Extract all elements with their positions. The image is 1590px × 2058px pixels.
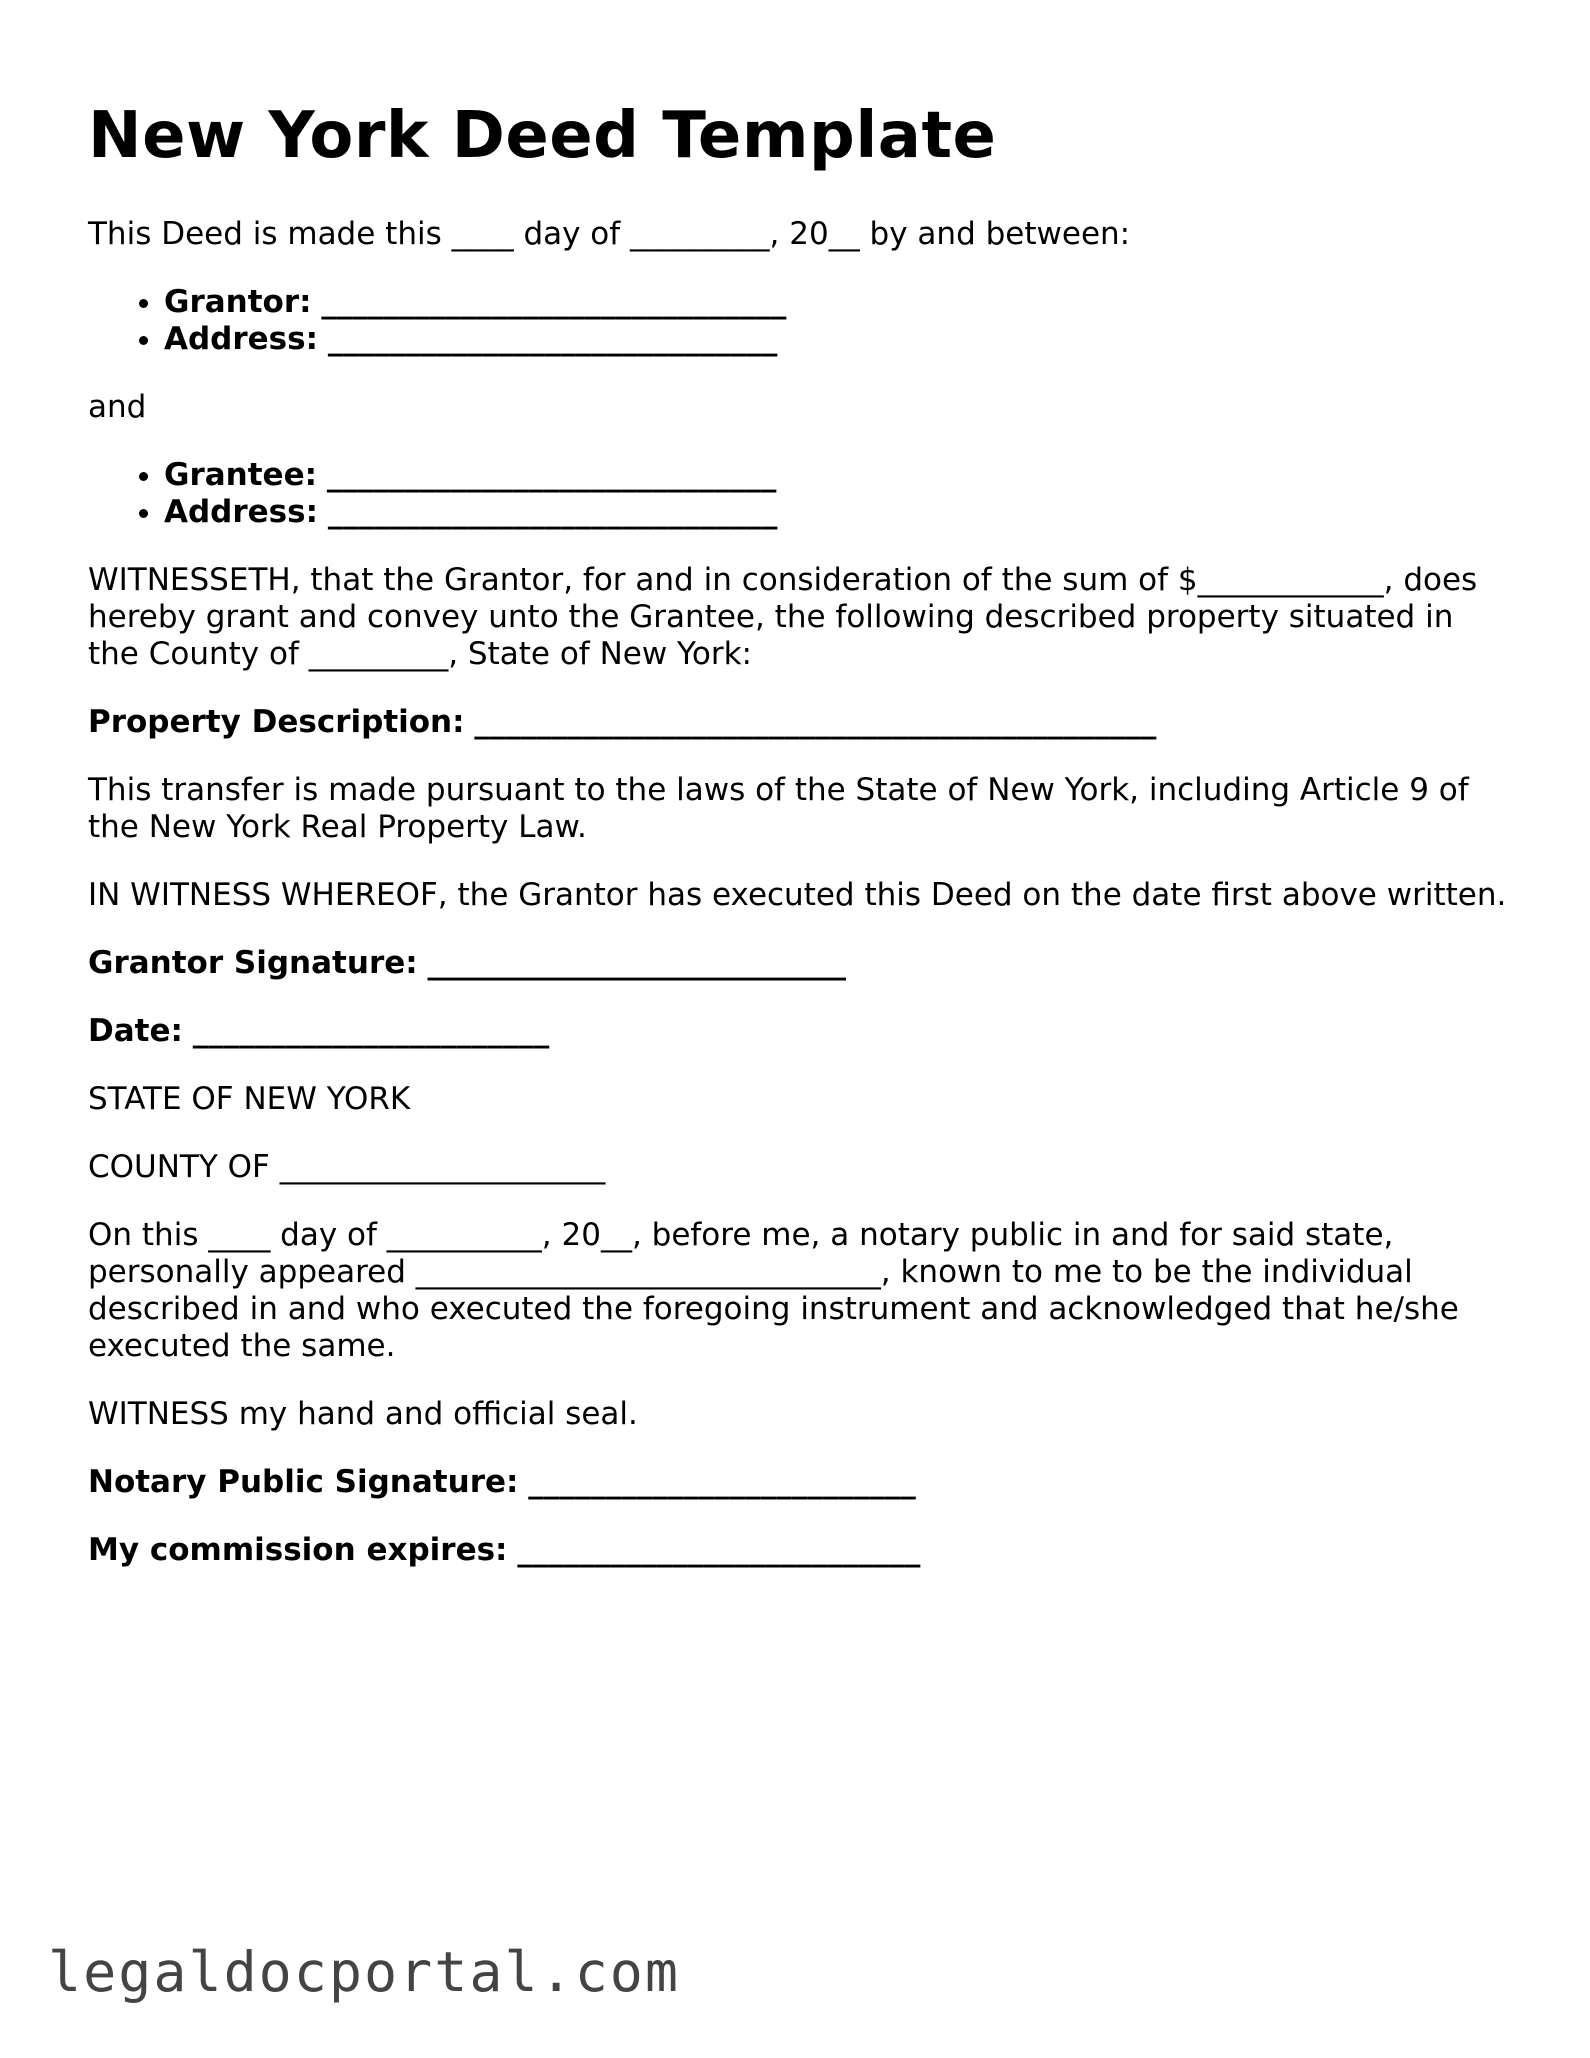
and-text: and xyxy=(88,388,147,425)
acknowledgment-paragraph: On this ____ day of __________, 20__, before me, a notary public in and for said state, personally appeared ______________________________, known to me to be the individual described in and who executed the foregoing instrument and acknowledged that he/she executed the same. xyxy=(88,1216,1469,1364)
page-title: New York Deed Template xyxy=(88,99,997,173)
grantee-address-blank: _____________________________ xyxy=(327,493,778,530)
grantor-address-item xyxy=(164,321,1508,358)
grantor-label: Grantor: xyxy=(164,283,312,320)
grantee-label: Grantee: xyxy=(164,456,317,493)
notary-signature-label: Notary Public Signature: xyxy=(88,1463,519,1500)
document-page xyxy=(88,100,1508,1600)
commission-line xyxy=(88,1532,1508,1569)
in-witness-paragraph: IN WITNESS WHEREOF, the Grantor has executed this Deed on the date first above written. xyxy=(88,876,1507,913)
grantor-address-blank: _____________________________ xyxy=(327,320,778,357)
grantor-list xyxy=(88,284,1508,358)
grantee-address-item xyxy=(164,494,1508,531)
notary-signature-line xyxy=(88,1464,1508,1501)
grantor-address-label: Address: xyxy=(164,320,318,357)
county-line: COUNTY OF _____________________ xyxy=(88,1148,606,1185)
property-description-blank: ____________________________________________ xyxy=(474,703,1157,740)
grantee-list xyxy=(88,457,1508,531)
witness-seal-text: WITNESS my hand and official seal. xyxy=(88,1395,638,1432)
commission-label: My commission expires: xyxy=(88,1531,508,1568)
grantee-item xyxy=(164,457,1508,494)
property-description-line xyxy=(88,704,1508,741)
date-label: Date: xyxy=(88,1012,183,1049)
grantor-signature-blank: ___________________________ xyxy=(427,944,847,981)
grantee-blank: _____________________________ xyxy=(326,456,777,493)
witnesseth-paragraph: WITNESSETH, that the Grantor, for and in consideration of the sum of $____________, does hereby grant and convey unto the Grantee, the following described property situated in the County of _________, State of New York: xyxy=(88,561,1488,672)
grantor-blank: ______________________________ xyxy=(321,283,787,320)
date-blank: _______________________ xyxy=(192,1012,550,1049)
transfer-paragraph: This transfer is made pursuant to the laws of the State of New York, including Article 9 of the New York Real Property Law. xyxy=(88,771,1479,845)
grantor-signature-line xyxy=(88,945,1508,982)
state-heading: STATE OF NEW YORK xyxy=(88,1080,411,1117)
intro-paragraph: This Deed is made this ____ day of _________, 20__ by and between: xyxy=(88,215,1131,252)
date-line xyxy=(88,1013,1508,1050)
property-description-label: Property Description: xyxy=(88,703,465,740)
watermark-text: legaldocportal.com xyxy=(48,1940,681,2004)
commission-blank: __________________________ xyxy=(517,1531,921,1568)
grantee-address-label: Address: xyxy=(164,493,318,530)
notary-signature-blank: _________________________ xyxy=(528,1463,916,1500)
grantor-item xyxy=(164,284,1508,321)
grantor-signature-label: Grantor Signature: xyxy=(88,944,418,981)
